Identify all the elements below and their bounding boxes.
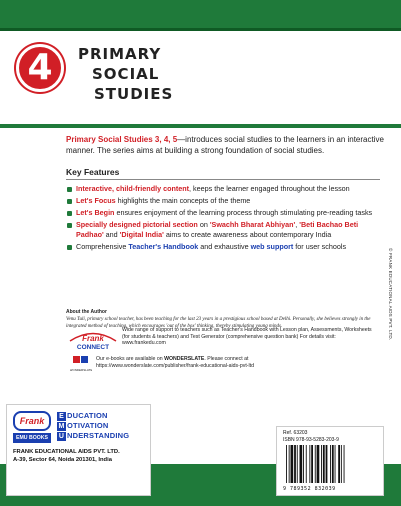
key-features-heading: Key Features <box>66 167 380 180</box>
frank-connect-text: Wide range of support to teachers such as Teacher's Handbook with Lesson plan, Assessments, Worksheets (for students & teachers) and Test Generator (comprehensive question bank) For details visit: www.frankedu.com <box>122 327 372 346</box>
barcode-bar <box>289 445 290 483</box>
wonderslate-line-1-a: Our e-books are available on <box>96 356 165 362</box>
title-line-3: STUDIES <box>94 85 174 103</box>
barcode-bar <box>294 445 296 483</box>
frank-connect-logo <box>68 330 118 352</box>
barcode-bar <box>332 445 334 483</box>
frank-connect-logo-text-1: Frank <box>82 334 104 343</box>
feature-text: ensures enjoyment of the learning process through stimulating pre-reading tasks <box>114 208 373 217</box>
feature-highlight: 'Digital India' <box>119 230 164 239</box>
barcode-bar <box>291 445 294 483</box>
tagline-motivation <box>57 421 130 431</box>
barcode-panel <box>276 426 384 496</box>
publisher-name: FRANK EDUCATIONAL AIDS PVT. LTD. <box>13 449 120 455</box>
title-line-1: PRIMARY <box>78 45 162 63</box>
wonderslate-line-1-c: . Please connect at <box>204 356 249 362</box>
barcode-bar <box>286 445 287 483</box>
title-line-2: SOCIAL <box>92 65 160 83</box>
barcode-bar <box>303 445 304 483</box>
barcode-number: 9 789352 832039 <box>283 486 336 492</box>
frank-logo: Frank <box>13 411 51 431</box>
wonderslate-line-1 <box>96 356 376 363</box>
tagline-letter: M <box>58 423 65 430</box>
emu-books-label: EMU BOOKS <box>13 433 51 443</box>
emu-tagline <box>57 411 130 441</box>
feature-text: and exhaustive <box>198 242 251 251</box>
series-intro <box>66 134 390 156</box>
intro-highlight: Primary Social Studies 3, 4, 5 <box>66 135 178 144</box>
wonderslate-logo <box>70 356 92 374</box>
feature-text: , keeps the learner engaged throughout the lesson <box>189 184 350 193</box>
publisher-box <box>6 404 151 496</box>
series-title <box>78 44 173 104</box>
list-item <box>66 196 386 206</box>
barcode-bar <box>315 445 316 483</box>
tagline-rest: DUCATION <box>67 411 108 420</box>
author-heading: About the Author <box>66 309 107 315</box>
tagline-understanding <box>57 431 130 441</box>
feature-highlight: 'Beti Bachao Beti Padhao' <box>76 220 359 239</box>
tagline-rest: OTIVATION <box>67 421 109 430</box>
copyright-vertical-text: © FRANK EDUCATIONAL AIDS PVT. LTD. <box>388 248 393 341</box>
list-item <box>66 184 386 194</box>
barcode-bar <box>338 445 340 483</box>
feature-highlight: Let's Begin <box>76 208 115 217</box>
feature-text: on <box>197 220 210 229</box>
barcode-bar <box>323 445 325 483</box>
list-item <box>66 208 386 218</box>
list-item <box>66 242 386 252</box>
intro-text: —introduces social studies to the learners in an interactive manner. The series aims at building a strong foundation of social studies. <box>66 135 384 155</box>
wonderslate-line-1-b: WONDERSLATE <box>164 356 205 362</box>
barcode-bar <box>344 445 345 483</box>
barcode-bar <box>300 445 303 483</box>
feature-highlight: 'Swachh Bharat Abhiyan' <box>209 220 296 229</box>
feature-text: aims to create awareness about contemporary India <box>163 230 332 239</box>
wonderslate-logo-text: WONDERSLATE <box>70 368 92 372</box>
barcode-icon <box>285 445 377 483</box>
tagline-rest: NDERSTANDING <box>67 431 130 440</box>
feature-text: for user schools <box>293 242 347 251</box>
feature-highlight: web support <box>250 242 294 251</box>
barcode-bar <box>309 445 310 483</box>
barcode-bar <box>306 445 307 483</box>
isbn-number: ISBN 978-93-5283-203-9 <box>283 437 339 443</box>
feature-highlight: Specially designed pictorial section <box>76 220 198 229</box>
class-number-badge: 4 <box>16 44 64 92</box>
author-bio: Venu Tuli, primary school teacher, has been teaching for the last 23 years in a prestigious school based at Delhi. Personally, she believes strongly in the integrated method of teaching, which encourages 'out of the box' thinking, thereby stimulating young minds. <box>66 317 371 329</box>
key-features-list <box>66 184 386 254</box>
frank-connect-logo-text-2: CONNECT <box>76 344 110 351</box>
feature-highlight: Let's Focus <box>76 196 116 205</box>
tagline-letter: E <box>57 412 66 421</box>
feature-text: and <box>103 230 120 239</box>
feature-highlight: Teacher's Handbook <box>128 242 199 251</box>
feature-text: highlights the main concepts of the theme <box>115 196 251 205</box>
feature-text: Comprehensive <box>76 242 129 251</box>
list-item <box>66 220 386 240</box>
ref-number: Ref. 63203 <box>283 430 308 436</box>
feature-text: , <box>295 220 300 229</box>
tagline-education <box>57 411 130 421</box>
barcode-bar <box>341 445 342 483</box>
feature-highlight: Interactive, child-friendly content <box>76 184 190 193</box>
barcode-bar <box>330 445 331 483</box>
wonderslate-text <box>96 356 376 370</box>
barcode-bar <box>311 445 313 483</box>
wonderslate-url[interactable]: https://www.wonderslate.com/publisher/frank-educational-aids-pvt-ltd <box>96 363 255 369</box>
publisher-address: A-39, Sector 64, Noida 201301, India <box>13 457 112 463</box>
barcode-bar <box>317 445 320 483</box>
barcode-bar <box>326 445 328 483</box>
barcode-bar <box>321 445 322 483</box>
barcode-bar <box>335 445 336 483</box>
tagline-letter: U <box>58 433 65 440</box>
barcode-bar <box>297 445 298 483</box>
